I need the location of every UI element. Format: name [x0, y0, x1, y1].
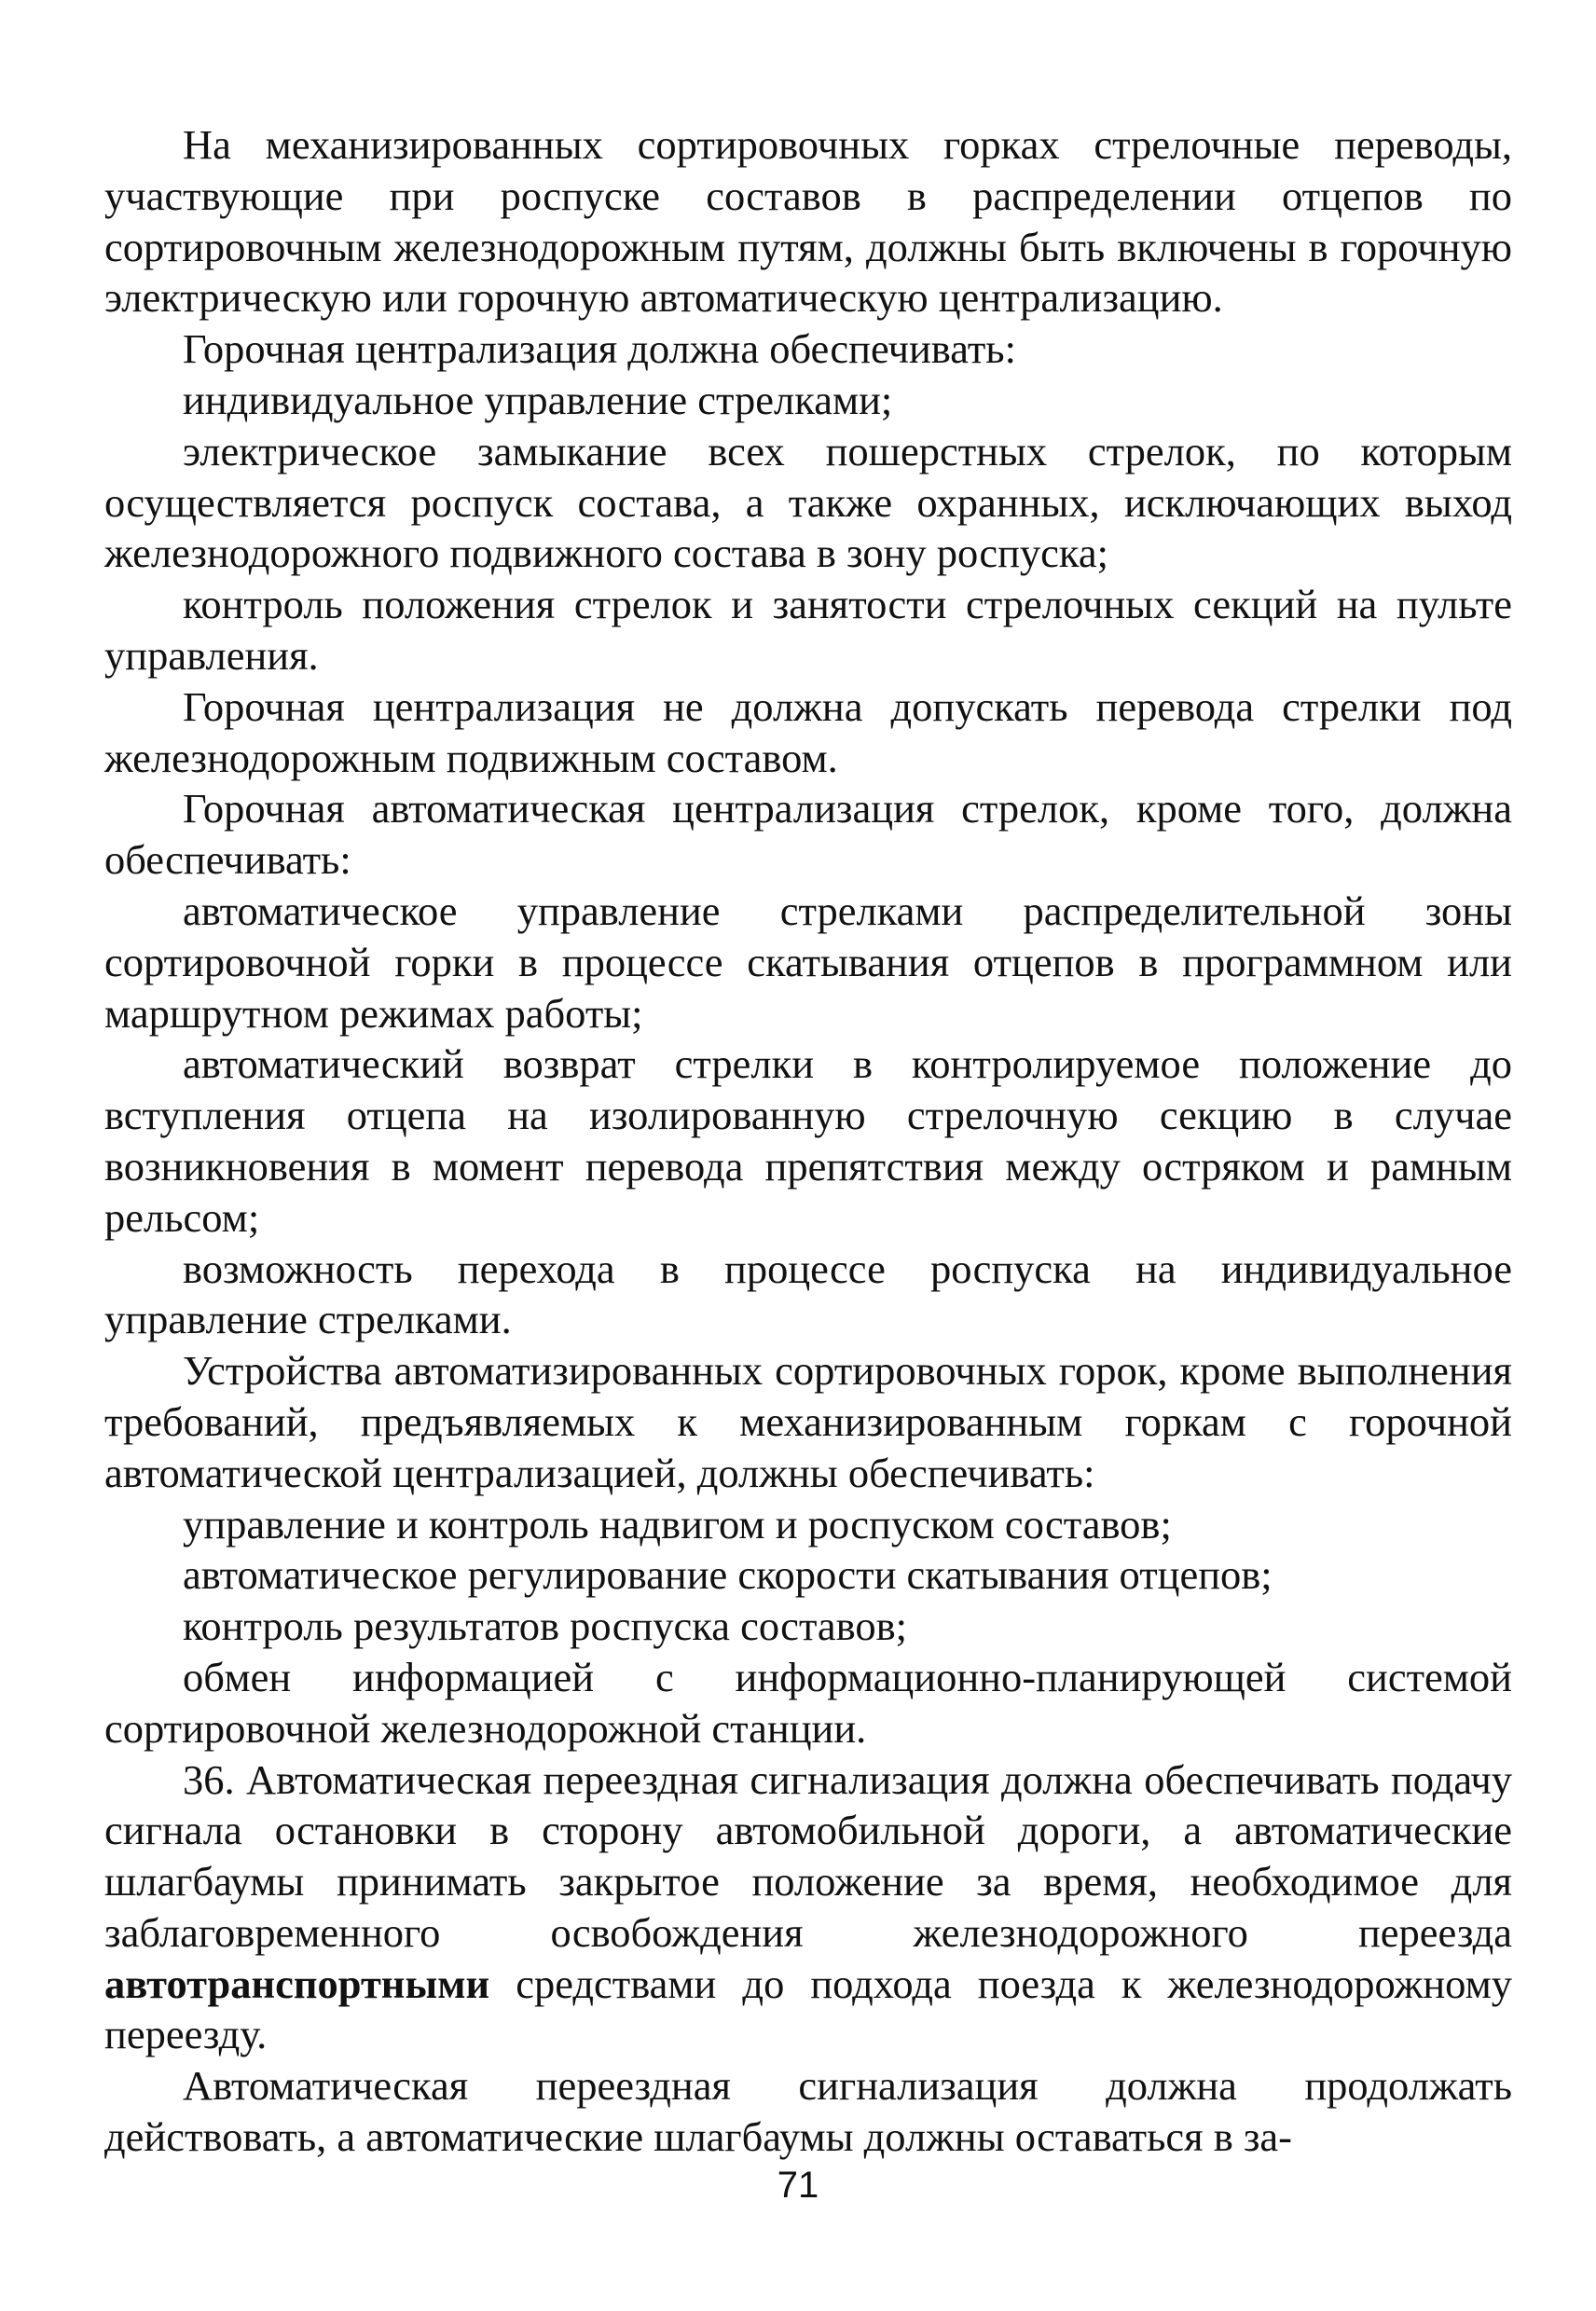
- paragraph-5: контроль положения стрелок и занятости стрелочных секций на пульте управления.: [104, 581, 1512, 679]
- paragraph-8: автоматическое управление стрелками распределительной зоны сортировочной горки в процессе скатывания отцепов в программном или маршрутном режимах работы;: [104, 887, 1512, 1037]
- paragraph-15: обмен информацией с информационно-планирующей системой сортировочной железнодорожной станции.: [104, 1653, 1512, 1752]
- page-number: 71: [777, 2165, 819, 2206]
- paragraph-12: управление и контроль надвигом и роспуском составов;: [183, 1500, 1172, 1548]
- paragraph-13: автоматическое регулирование скорости скатывания отцепов;: [183, 1551, 1273, 1599]
- paragraph-36: [104, 1754, 1512, 2061]
- paragraph-last: Автоматическая переездная сигнализация должна продолжать действовать, а автоматические шлагбаумы должны оставаться в за-: [104, 2062, 1512, 2161]
- paragraph-7: Горочная автоматическая централизация стрелок, кроме того, должна обеспечивать:: [104, 785, 1512, 884]
- paragraph-1: На механизированных сортировочных горках стрелочные переводы, участвующие при роспуске составов в распределении отцепов по сортировочным железнодорожным путям, должны быть включены в горочную электрическую или горочную автоматическую централизацию.: [104, 121, 1512, 322]
- paragraph-3: индивидуальное управление стрелками;: [183, 376, 893, 423]
- body-text: [104, 119, 1512, 2163]
- paragraph-14: контроль результатов роспуска составов;: [183, 1603, 908, 1650]
- paragraph-36-bold-word: автотранспортными: [104, 1960, 490, 2007]
- paragraph-2: Горочная централизация должна обеспечивать:: [183, 325, 1016, 373]
- paragraph-11: Устройства автоматизированных сортировочных горок, кроме выполнения требований, предъявляемых к механизированным горкам с горочной автоматической централизацией, должны обеспечивать:: [104, 1347, 1512, 1496]
- paragraph-10: возможность перехода в процессе роспуска на индивидуальное управление стрелками.: [104, 1245, 1512, 1343]
- paragraph-9: автоматический возврат стрелки в контролируемое положение до вступления отцепа на изолированную стрелочную секцию в случае возникновения в момент перевода препятствия между остряком и рамным рельсом;: [104, 1040, 1512, 1241]
- paragraph-36-text-start: 36. Автоматическая переездная сигнализация должна обеспечивать подачу сигнала остановки в сторону автомобильной дороги, а автоматические шлагбаумы принимать закрытое положение за время, необходимое для заблаговременного освобождения железнодорожного переезда: [104, 1755, 1512, 1956]
- paragraph-36-text-end: средствами до подхода поезда к железнодорожному переезду.: [104, 1960, 1512, 2058]
- paragraph-6: Горочная централизация не должна допускать перевода стрелки под железнодорожным подвижным составом.: [104, 682, 1512, 781]
- paragraph-4: электрическое замыкание всех пошерстных стрелок, по которым осуществляется роспуск состава, а также охранных, исключающих выход железнодорожного подвижного состава в зону роспуска;: [104, 427, 1512, 577]
